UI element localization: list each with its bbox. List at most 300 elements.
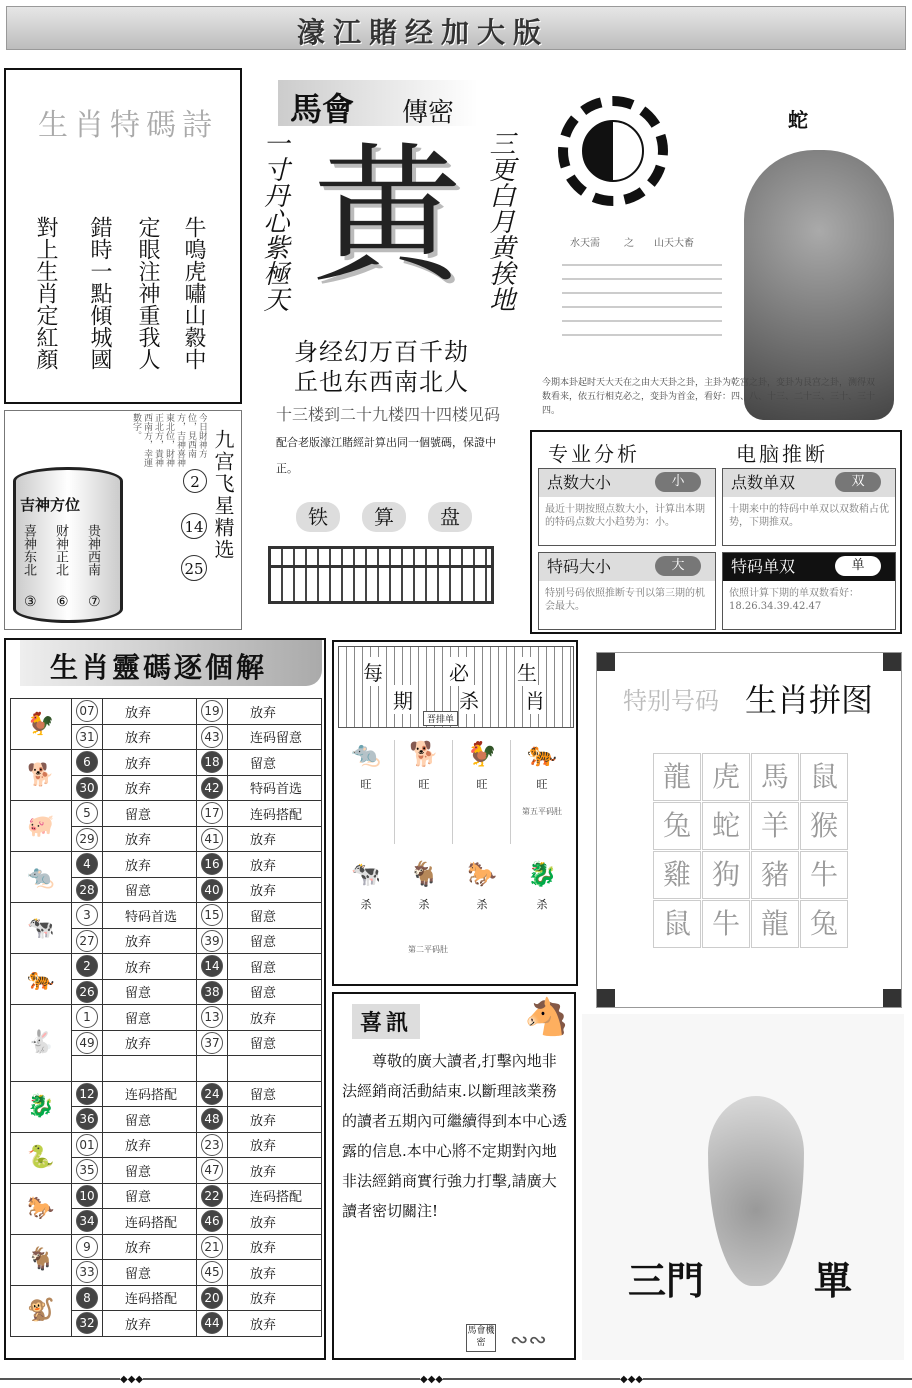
- status-cell: 留意: [103, 979, 197, 1005]
- taiji-animal: 蛇: [788, 108, 808, 132]
- shasheng-tag: 晋排单: [423, 711, 458, 726]
- wang-animal-2: 🐕: [409, 740, 439, 768]
- analysis-box-4-title: 特码单双: [723, 553, 895, 581]
- status-cell: 放弃: [103, 1132, 197, 1158]
- analysis-box-3: [538, 552, 716, 630]
- number-ball: 39: [201, 930, 223, 952]
- number-ball: 43: [201, 726, 223, 748]
- table-row: [11, 801, 322, 827]
- status-cell: 放弃: [228, 699, 322, 725]
- status-cell: 留意: [103, 1260, 197, 1286]
- number-cell: [197, 1209, 228, 1235]
- lingma-box: [4, 638, 326, 1360]
- table-row: [11, 1183, 322, 1209]
- analysis-box: [530, 430, 902, 634]
- wang-row: [338, 740, 574, 844]
- number-cell: [72, 699, 103, 725]
- animal-cell: 🐅: [11, 954, 72, 1005]
- mahui-banner: [278, 80, 478, 126]
- number-ball: 01: [76, 1134, 98, 1156]
- status-cell: 留意: [103, 801, 197, 827]
- poem-box: [4, 68, 242, 404]
- number-cell: [197, 801, 228, 827]
- number-cell: [197, 1030, 228, 1056]
- mahui-line-2: 丘也东西南北人: [294, 368, 469, 396]
- number-cell: [72, 1285, 103, 1311]
- number-ball: 16: [201, 853, 223, 875]
- number-ball: 3: [76, 904, 98, 926]
- puzzle-cell: 鼠: [653, 900, 701, 948]
- puzzle-cell: 猴: [800, 802, 848, 850]
- abacus-label-1: 铁: [296, 502, 340, 532]
- number-ball: 23: [201, 1134, 223, 1156]
- wang-cell-2: [396, 740, 453, 844]
- pintu-title-a: 特别号码: [623, 687, 719, 715]
- animal-cell: 🐓: [11, 699, 72, 750]
- number-cell: [72, 1030, 103, 1056]
- status-cell: 放弃: [228, 1285, 322, 1311]
- status-cell: 放弃: [103, 775, 197, 801]
- shasheng-char-1: 每: [363, 657, 383, 686]
- number-cell: [72, 1209, 103, 1235]
- pintu-title-b: 生肖拼图: [745, 681, 874, 719]
- analysis-box-4-body: 依照计算下期的单双数看好：18.26.34.39.42.47: [729, 588, 859, 612]
- status-cell: 放弃: [103, 1234, 197, 1260]
- cylinder: [13, 467, 123, 623]
- horse-icon: 🐴: [524, 997, 569, 1038]
- table-row: [11, 954, 322, 980]
- animal-cell: 🐇: [11, 1005, 72, 1082]
- shasheng-header: [338, 646, 574, 728]
- number-cell: [197, 954, 228, 980]
- puzzle-cell: 兔: [653, 802, 701, 850]
- bottom-divider: ◆◆◆ ◆◆◆ ◆◆◆: [0, 1374, 912, 1384]
- shasheng-char-6: 肖: [525, 685, 545, 714]
- xixun-box: [332, 992, 576, 1360]
- status-cell: 留意: [103, 877, 197, 903]
- lingma-title: 生肖靈碼逐個解: [50, 651, 268, 684]
- status-cell: 放弃: [228, 1132, 322, 1158]
- abacus-label-3: 盘: [428, 502, 472, 532]
- header-title: 濠江賭经加大版: [297, 16, 550, 49]
- number-cell: [72, 1311, 103, 1337]
- status-cell: 放弃: [228, 1311, 322, 1337]
- taiji-icon: [582, 120, 644, 182]
- shasheng-char-3: 必: [449, 657, 469, 686]
- animal-cell: 🐄: [11, 903, 72, 954]
- analysis-box-2-body: 十期来中的特码中单双以双数稍占优势，下期推双。: [729, 504, 889, 528]
- sha-animal-2: 🐐: [409, 860, 439, 888]
- number-cell: [72, 903, 103, 929]
- sha-animal-3: 🐎: [467, 860, 497, 888]
- hexagram-lines: [562, 252, 722, 348]
- lingma-banner: [20, 640, 322, 686]
- lingma-table: [10, 698, 322, 1337]
- mahui-left-vertical: 一寸丹心紫極天: [259, 130, 289, 312]
- number-ball: 22: [201, 1185, 223, 1207]
- sha-cell-3: [454, 860, 510, 940]
- number-ball: 35: [76, 1159, 98, 1181]
- number-ball: 1: [76, 1006, 98, 1028]
- xixun-seal: 馬會機密: [466, 1324, 496, 1352]
- status-cell: 连码留意: [228, 724, 322, 750]
- status-cell: 特码首选: [228, 775, 322, 801]
- number-cell: [72, 1107, 103, 1133]
- sanmen-left: 三門: [628, 1258, 705, 1303]
- puzzle-cell: 虎: [702, 753, 750, 801]
- hexagram-mid: 之: [624, 238, 634, 249]
- number-cell: [72, 852, 103, 878]
- pintu-corner-tl: [597, 653, 615, 671]
- number-ball: 9: [76, 1236, 98, 1258]
- status-cell: 放弃: [228, 826, 322, 852]
- number-cell: [72, 1132, 103, 1158]
- table-row: [11, 699, 322, 725]
- number-cell: [72, 775, 103, 801]
- puzzle-cell: 牛: [800, 851, 848, 899]
- puzzle-cell: 兔: [800, 900, 848, 948]
- animal-cell: 🐎: [11, 1183, 72, 1234]
- number-cell: [72, 928, 103, 954]
- status-cell: 放弃: [103, 724, 197, 750]
- number-ball: 5: [76, 802, 98, 824]
- table-row: [11, 1005, 322, 1031]
- number-cell: [72, 724, 103, 750]
- jiugong-small-text: 今日財神方位，見西南方，吉神喜神東北位，財神正北方，貴神西南方，幸運數字。: [131, 413, 207, 467]
- wang-animal-1: 🐀: [351, 740, 381, 768]
- number-cell: [197, 1234, 228, 1260]
- number-cell: [72, 1183, 103, 1209]
- analysis-box-1-body: 最近十期按照点数大小，计算出本期的特码点数大小趋势为：小。: [545, 504, 705, 528]
- table-row: [11, 1132, 322, 1158]
- jiugong-num-2: 14: [181, 513, 207, 539]
- number-ball: 8: [76, 1287, 98, 1309]
- sha-cell-1: [338, 860, 394, 940]
- status-cell: [197, 1056, 228, 1082]
- number-cell: [72, 877, 103, 903]
- status-cell: 放弃: [228, 852, 322, 878]
- animal-cell: 🐕: [11, 750, 72, 801]
- sha-label-2: 杀: [418, 898, 430, 911]
- abacus-label-2: 算: [362, 502, 406, 532]
- number-cell: [197, 877, 228, 903]
- cylinder-label-4: 贵神西南: [85, 524, 100, 576]
- wang-label-3: 旺: [476, 778, 488, 791]
- number-ball: 19: [201, 700, 223, 722]
- header-bar: [6, 6, 906, 50]
- number-cell: [197, 775, 228, 801]
- table-row: [11, 1081, 322, 1107]
- number-cell: [197, 1260, 228, 1286]
- jiugong-num-1: 2: [183, 469, 207, 493]
- status-cell: 放弃: [103, 852, 197, 878]
- number-cell: [197, 826, 228, 852]
- sanmen-right: 單: [814, 1258, 853, 1303]
- mahui-title-a: 馬會: [290, 90, 355, 128]
- wang-label-2: 旺: [418, 778, 430, 791]
- number-ball: 12: [76, 1083, 98, 1105]
- jiugong-num-3: 25: [181, 555, 207, 581]
- analysis-box-2: [722, 468, 896, 546]
- pintu-corner-br: [883, 989, 901, 1007]
- status-cell: 放弃: [103, 699, 197, 725]
- status-cell: 留意: [228, 1081, 322, 1107]
- status-cell: 放弃: [228, 877, 322, 903]
- sha-animal-4: 🐉: [527, 860, 557, 888]
- number-ball: 13: [201, 1006, 223, 1028]
- shasheng-note-1: 第五平码肚: [522, 807, 562, 816]
- number-ball: 31: [76, 726, 98, 748]
- pintu-box: [596, 652, 902, 1008]
- analysis-box-1-badge: 小: [655, 472, 701, 492]
- abacus-labels: [296, 500, 476, 536]
- mahui-line-3: 十三楼到二十九楼四十四楼见码: [276, 405, 501, 424]
- poem-title: 生肖特碼詩: [38, 108, 218, 143]
- number-ball: 37: [201, 1032, 223, 1054]
- jiugong-title: 九宫飞星精选: [211, 429, 235, 561]
- number-ball: 15: [201, 904, 223, 926]
- table-row: [11, 1285, 322, 1311]
- poem-column-2: 錯時一點傾城國: [87, 216, 112, 370]
- jiugong-box: [4, 410, 242, 630]
- cylinder-label-2: 喜神东北: [21, 524, 36, 576]
- animal-cell: 🐍: [11, 1132, 72, 1183]
- status-cell: 连码搭配: [228, 801, 322, 827]
- number-cell: [72, 1081, 103, 1107]
- shasheng-box: [332, 640, 578, 986]
- animal-cell: 🐒: [11, 1285, 72, 1336]
- pintu-grid: [653, 753, 851, 951]
- status-cell: 放弃: [228, 1260, 322, 1286]
- number-cell: [197, 724, 228, 750]
- analysis-title-right: 电脑推断: [736, 442, 828, 466]
- number-cell: [72, 801, 103, 827]
- analysis-box-4: [722, 552, 896, 630]
- number-cell: [197, 1132, 228, 1158]
- analysis-box-1-title: 点数大小: [539, 469, 715, 497]
- number-ball: 41: [201, 828, 223, 850]
- number-cell: [72, 1005, 103, 1031]
- number-ball: 26: [76, 981, 98, 1003]
- number-cell: [197, 1158, 228, 1184]
- number-cell: [197, 750, 228, 776]
- table-row: [11, 903, 322, 929]
- mahui-line-1: 身经幻万百千劫: [294, 338, 469, 366]
- status-cell: 留意: [228, 1030, 322, 1056]
- signature-icon: ∾∾: [510, 1328, 547, 1353]
- number-ball: 44: [201, 1312, 223, 1334]
- puzzle-cell: 牛: [702, 900, 750, 948]
- number-cell: [197, 1311, 228, 1337]
- analysis-title-left: 专业分析: [548, 442, 640, 466]
- number-cell: [197, 699, 228, 725]
- number-ball: 4: [76, 853, 98, 875]
- number-ball: 30: [76, 777, 98, 799]
- mahui-big-char: 黄: [312, 130, 463, 304]
- wang-animal-4: 🐅: [527, 740, 557, 768]
- animal-cell: 🐉: [11, 1081, 72, 1132]
- status-cell: 连码搭配: [103, 1285, 197, 1311]
- puzzle-cell: 雞: [653, 851, 701, 899]
- analysis-box-3-body: 特别号码依照推断专刊以第三期的机会最大。: [545, 588, 705, 612]
- sha-cell-2: [396, 860, 452, 940]
- mahui-title-b: 傳密: [402, 98, 455, 128]
- shasheng-char-2: 期: [393, 685, 413, 714]
- poem-column-1: 對上生肖定紅顏: [33, 216, 58, 370]
- status-cell: 留意: [103, 1158, 197, 1184]
- status-cell: 留意: [103, 1107, 197, 1133]
- number-cell: [72, 954, 103, 980]
- number-cell: [72, 1260, 103, 1286]
- number-ball: 32: [76, 1312, 98, 1334]
- wang-label-4: 旺: [536, 778, 548, 791]
- number-cell: [72, 826, 103, 852]
- shasheng-note-2: 第二平码肚: [408, 945, 448, 954]
- number-cell: [197, 928, 228, 954]
- pintu-corner-tr: [883, 653, 901, 671]
- cylinder-label-3: 财神正北: [53, 524, 68, 576]
- sha-cell-4: [512, 860, 572, 940]
- status-cell: [72, 1056, 103, 1082]
- sha-label-1: 杀: [360, 898, 372, 911]
- number-cell: [197, 1183, 228, 1209]
- shasheng-char-4: 杀: [459, 685, 479, 714]
- status-cell: 放弃: [103, 928, 197, 954]
- status-cell: 留意: [228, 903, 322, 929]
- taiji-paragraph: 今期本卦起时天大天在之由大天卦之卦，主卦为乾宫之卦，变卦为艮宫之卦，测得双数看来，依五行相克必之，变卦为首金，看好：四、八、十三、二十三、三十、三十四。: [542, 378, 876, 416]
- puzzle-cell: 豬: [751, 851, 799, 899]
- poem-column-4: 牛鳴虎嘯山縠中: [181, 216, 206, 370]
- status-cell: 放弃: [103, 826, 197, 852]
- sha-animal-1: 🐄: [351, 860, 381, 888]
- number-ball: 33: [76, 1261, 98, 1283]
- analysis-box-2-title: 点数单双: [723, 469, 895, 497]
- puzzle-cell: 羊: [751, 802, 799, 850]
- number-cell: [197, 1005, 228, 1031]
- analysis-box-4-badge: 单: [835, 556, 881, 576]
- status-cell: 放弃: [228, 1005, 322, 1031]
- wang-cell-4: [512, 740, 572, 844]
- wang-label-1: 旺: [360, 778, 372, 791]
- number-cell: [197, 1285, 228, 1311]
- puzzle-cell: 蛇: [702, 802, 750, 850]
- number-ball: 34: [76, 1210, 98, 1232]
- number-cell: [197, 1107, 228, 1133]
- number-cell: [72, 979, 103, 1005]
- status-cell: 留意: [228, 954, 322, 980]
- cylinder-num-3: ⑦: [88, 594, 101, 610]
- animal-cell: 🐐: [11, 1234, 72, 1285]
- number-ball: 45: [201, 1261, 223, 1283]
- number-ball: 49: [76, 1032, 98, 1054]
- status-cell: 放弃: [228, 1107, 322, 1133]
- table-row: [11, 750, 322, 776]
- abacus: [268, 546, 494, 604]
- number-ball: 17: [201, 802, 223, 824]
- number-cell: [197, 979, 228, 1005]
- analysis-box-1: [538, 468, 716, 546]
- status-cell: 放弃: [228, 1158, 322, 1184]
- number-ball: 21: [201, 1236, 223, 1258]
- cylinder-label-1: 吉神方位: [20, 496, 81, 514]
- xixun-title: 喜訊: [352, 1004, 420, 1039]
- cylinder-num-1: ③: [24, 594, 37, 610]
- status-cell: 连码搭配: [103, 1081, 197, 1107]
- mahui-block: [250, 70, 520, 610]
- number-ball: 6: [76, 751, 98, 773]
- wang-cell-1: [338, 740, 395, 844]
- status-cell: 连码搭配: [228, 1183, 322, 1209]
- status-cell: 放弃: [103, 1311, 197, 1337]
- number-ball: 40: [201, 879, 223, 901]
- number-ball: 42: [201, 777, 223, 799]
- number-ball: 2: [76, 955, 98, 977]
- animal-cell: 🐖: [11, 801, 72, 852]
- number-ball: 36: [76, 1108, 98, 1130]
- number-cell: [197, 1081, 228, 1107]
- hexagram-right: 山天大畜: [654, 238, 694, 249]
- number-ball: 07: [76, 700, 98, 722]
- status-cell: 放弃: [103, 954, 197, 980]
- number-cell: [72, 1158, 103, 1184]
- sha-label-4: 杀: [536, 898, 548, 911]
- animal-cell: 🐀: [11, 852, 72, 903]
- number-ball: 38: [201, 981, 223, 1003]
- analysis-box-2-badge: 双: [835, 472, 881, 492]
- poem-column-3: 定眼注神重我人: [135, 216, 160, 370]
- number-ball: 24: [201, 1083, 223, 1105]
- number-cell: [197, 903, 228, 929]
- pear-icon: [708, 1096, 804, 1286]
- number-ball: 48: [201, 1108, 223, 1130]
- number-cell: [197, 852, 228, 878]
- pintu-corner-bl: [597, 989, 615, 1007]
- number-ball: 18: [201, 751, 223, 773]
- sanmen-box: [582, 1014, 904, 1360]
- status-cell: 特码首选: [103, 903, 197, 929]
- number-ball: 14: [201, 955, 223, 977]
- number-ball: 47: [201, 1159, 223, 1181]
- status-cell: [228, 1056, 322, 1082]
- xixun-body: 尊敬的廣大讀者,打擊內地非法經銷商活動結束.以斷理該業務的讀者五期內可繼續得到本中心透露的信息.本中心將不定期對內地非法經銷商實行強力打擊,請廣大讀者密切關注!: [342, 1052, 568, 1220]
- status-cell: 放弃: [228, 1234, 322, 1260]
- status-cell: 留意: [228, 750, 322, 776]
- puzzle-cell: 鼠: [800, 753, 848, 801]
- status-cell: 留意: [103, 1183, 197, 1209]
- analysis-box-3-title: 特码大小: [539, 553, 715, 581]
- number-ball: 10: [76, 1185, 98, 1207]
- status-cell: [103, 1056, 197, 1082]
- number-ball: 28: [76, 879, 98, 901]
- puzzle-cell: 龍: [751, 900, 799, 948]
- number-ball: 46: [201, 1210, 223, 1232]
- status-cell: 放弃: [103, 750, 197, 776]
- status-cell: 连码搭配: [103, 1209, 197, 1235]
- puzzle-cell: 馬: [751, 753, 799, 801]
- status-cell: 放弃: [228, 1209, 322, 1235]
- number-ball: 20: [201, 1287, 223, 1309]
- number-ball: 27: [76, 930, 98, 952]
- table-row: [11, 1234, 322, 1260]
- number-cell: [72, 750, 103, 776]
- hexagram-left: 水天需: [570, 238, 600, 249]
- status-cell: 放弃: [103, 1030, 197, 1056]
- wang-cell-3: [454, 740, 511, 844]
- sha-label-3: 杀: [476, 898, 488, 911]
- number-ball: 29: [76, 828, 98, 850]
- shasheng-char-5: 生: [517, 657, 537, 686]
- analysis-box-3-badge: 大: [655, 556, 701, 576]
